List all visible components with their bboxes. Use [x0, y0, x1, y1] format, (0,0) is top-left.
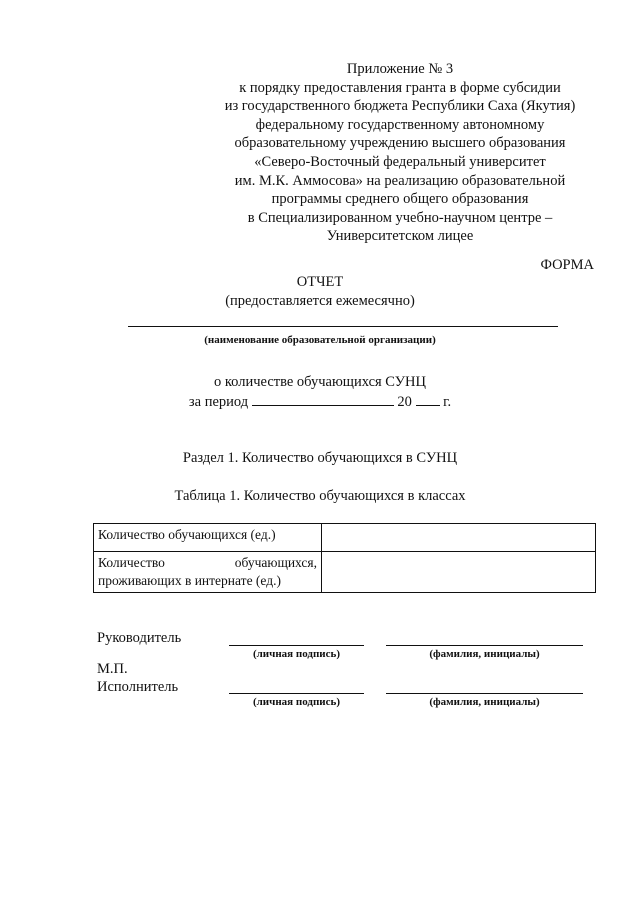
year-field[interactable]	[416, 393, 440, 406]
appendix-line: им. М.К. Аммосова» на реализацию образовательной	[234, 172, 566, 189]
row-label-word: Количество	[98, 555, 165, 570]
period-line	[0, 393, 640, 411]
head-name-field[interactable]	[386, 645, 583, 646]
appendix-line: из государственного бюджета Республики Саха (Якутия)	[224, 98, 576, 115]
count-title: о количестве обучающихся СУНЦ	[214, 374, 426, 390]
appendix-line: к порядку предоставления гранта в форме субсидии	[239, 79, 561, 96]
org-name-caption: (наименование образовательной организации)	[204, 334, 436, 346]
students-count-table	[93, 523, 596, 593]
row-label-word: обучающихся,	[234, 555, 317, 570]
appendix-line: образовательному учреждению высшего образования	[234, 135, 566, 152]
head-signature-caption: (личная подпись)	[252, 648, 341, 660]
head-signature-field[interactable]	[229, 645, 364, 646]
appendix-line: «Северо-Восточный федеральный университет	[254, 153, 546, 170]
appendix-line: программы среднего общего образования	[271, 191, 529, 208]
period-prefix: за период	[188, 394, 249, 410]
row-label-boarding	[94, 552, 322, 593]
table-row	[94, 524, 596, 552]
report-title: ОТЧЕТ	[296, 274, 344, 290]
executor-signature-caption: (личная подпись)	[252, 696, 341, 708]
executor-signature-field[interactable]	[229, 693, 364, 694]
period-year-prefix: 20	[397, 394, 412, 410]
table-title: Таблица 1. Количество обучающихся в классах	[174, 488, 466, 504]
appendix-line: Приложение № 3	[346, 61, 454, 77]
form-label: ФОРМА	[540, 257, 594, 273]
report-subtitle: (предоставляется ежемесячно)	[225, 293, 415, 309]
row-label-line: проживающих в интернате (ед.)	[98, 573, 281, 588]
head-name-caption: (фамилия, инициалы)	[429, 648, 540, 660]
appendix-line: федеральному государственному автономному	[255, 116, 545, 133]
executor-name-field[interactable]	[386, 693, 583, 694]
period-field[interactable]	[252, 393, 394, 406]
table-row	[94, 552, 596, 593]
appendix-line: Университетском лицее	[326, 228, 474, 245]
value-cell-students[interactable]	[322, 524, 596, 552]
period-suffix: г.	[443, 394, 452, 410]
stamp-label: М.П.	[97, 661, 128, 677]
executor-name-caption: (фамилия, инициалы)	[429, 696, 540, 708]
org-name-field[interactable]	[128, 326, 558, 327]
row-label-students: Количество обучающихся (ед.)	[94, 524, 322, 552]
appendix-header	[180, 60, 620, 246]
appendix-line: в Специализированном учебно-научном центре –	[247, 209, 553, 226]
section-title: Раздел 1. Количество обучающихся в СУНЦ	[182, 450, 458, 466]
head-label: Руководитель	[97, 630, 182, 646]
value-cell-boarding[interactable]	[322, 552, 596, 593]
executor-label: Исполнитель	[97, 679, 179, 695]
